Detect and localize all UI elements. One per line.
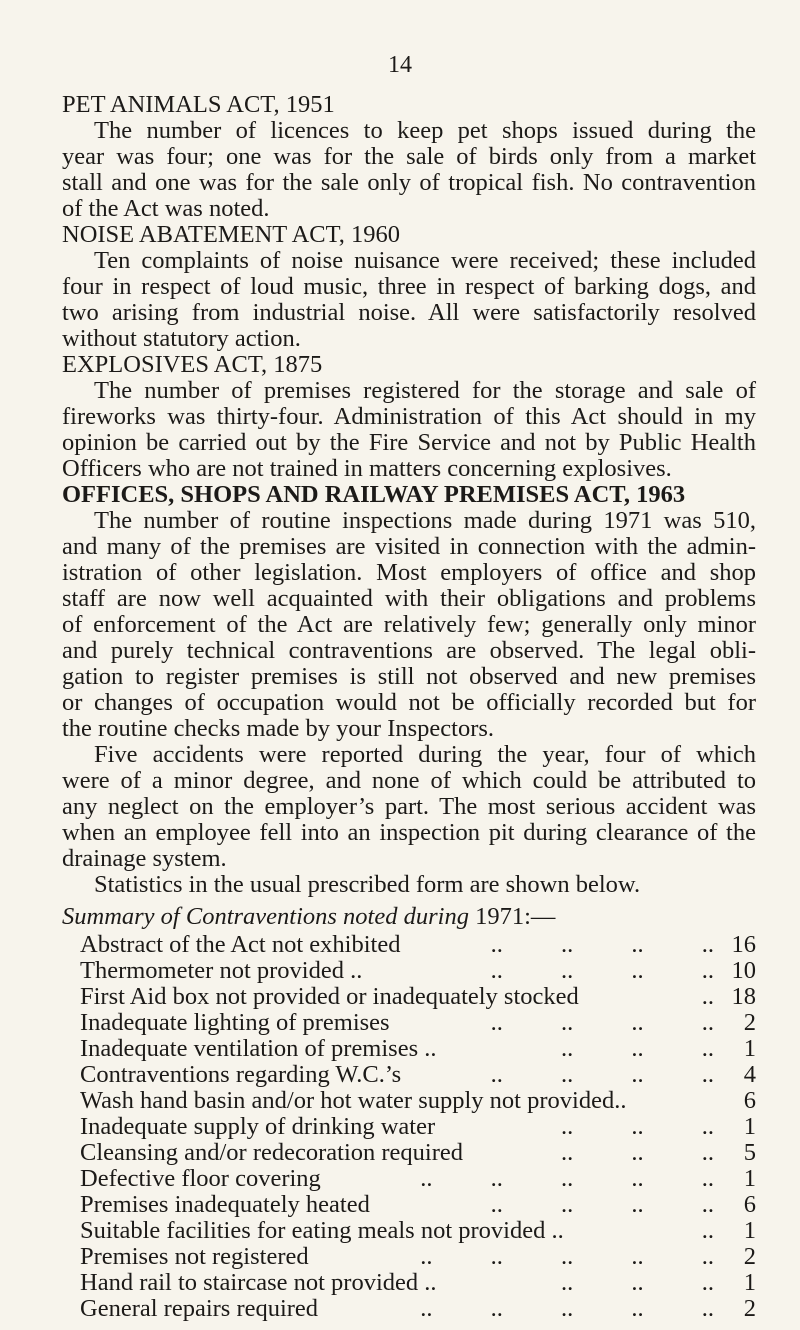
row-count: 4 — [743, 1061, 756, 1088]
row-count: 1 — [743, 1269, 756, 1296]
page-number: 14 — [388, 52, 412, 78]
row-leader: .. .. .. .. — [490, 1192, 714, 1218]
paragraph-line: year was four; one was for the sale of birds only from a market — [62, 143, 756, 170]
table-row — [80, 1062, 756, 1088]
paragraph-line: gation to register premises is still not observed and new premises — [62, 663, 756, 690]
paragraph — [62, 872, 756, 898]
row-count: 6 — [743, 1087, 756, 1114]
row-label: Inadequate supply of drinking water — [80, 1113, 436, 1140]
table-row — [80, 1244, 756, 1270]
paragraph — [62, 248, 756, 352]
paragraph-line: Ten complaints of noise nuisance were received; these included — [94, 247, 756, 274]
row-leader: .. .. .. .. .. — [420, 1166, 714, 1192]
paragraph — [62, 118, 756, 222]
table-row — [80, 1218, 756, 1244]
row-label: Contraventions regarding W.C.’s — [80, 1061, 402, 1088]
table-row — [80, 1166, 756, 1192]
row-count: 1 — [743, 1035, 756, 1062]
row-count: 1 — [743, 1113, 756, 1140]
table-row — [80, 1036, 756, 1062]
paragraph — [62, 378, 756, 482]
paragraph-line: Statistics in the usual prescribed form are shown below. — [94, 871, 641, 898]
row-count: 2 — [743, 1295, 756, 1322]
row-count: 6 — [743, 1191, 756, 1218]
paragraph-line: four in respect of loud music, three in respect of barking dogs, and — [62, 273, 756, 300]
row-label: Thermometer not provided .. — [80, 957, 363, 984]
row-label: First Aid box not provided or inadequately stocked — [80, 983, 579, 1010]
row-leader: .. .. .. — [561, 1036, 714, 1062]
row-count: 10 — [731, 957, 756, 984]
table-row — [80, 958, 756, 984]
section-heading: OFFICES, SHOPS AND RAILWAY PREMISES ACT, 1963 — [62, 481, 686, 508]
row-label: General repairs required — [80, 1295, 319, 1322]
paragraph — [62, 508, 756, 742]
row-leader: .. .. .. .. — [490, 1062, 714, 1088]
table-row — [80, 1114, 756, 1140]
document-body — [62, 92, 756, 1322]
row-leader: .. .. .. .. .. — [420, 1244, 714, 1270]
paragraph-line: or changes of occupation would not be officially recorded but for — [62, 689, 756, 716]
row-label: Cleansing and/or redecoration required — [80, 1139, 464, 1166]
row-label: Inadequate lighting of premises — [80, 1009, 390, 1036]
row-count: 5 — [743, 1139, 756, 1166]
row-label: Inadequate ventilation of premises .. — [80, 1035, 437, 1062]
paragraph-line: two arising from industrial noise. All were satisfactorily resolved — [62, 299, 756, 326]
paragraph-line: fireworks was thirty-four. Administration of this Act should in my — [62, 403, 756, 430]
paragraph-line: istration of other legislation. Most employers of office and shop — [62, 559, 756, 586]
row-count: 2 — [743, 1009, 756, 1036]
table-row — [80, 932, 756, 958]
row-label: Suitable facilities for eating meals not provided .. — [80, 1217, 564, 1244]
row-leader: .. .. .. .. .. — [420, 1296, 714, 1322]
section-heading: EXPLOSIVES ACT, 1875 — [62, 351, 323, 378]
row-count: 18 — [731, 983, 756, 1010]
paragraph-line: Five accidents were reported during the year, four of which — [94, 741, 756, 768]
row-leader: .. .. .. — [561, 1140, 714, 1166]
paragraph-line: when an employee fell into an inspection pit during clearance of the — [62, 819, 756, 846]
table-row — [80, 1140, 756, 1166]
paragraph-line: and many of the premises are visited in connection with the admin- — [62, 533, 756, 560]
sections — [62, 92, 756, 898]
paragraph-line: drainage system. — [62, 845, 227, 872]
summary-heading-italic: Summary of Contraventions noted during — [62, 903, 469, 930]
row-leader: .. .. .. — [561, 1114, 714, 1140]
summary-heading-year: 1971:— — [468, 903, 556, 930]
row-label: Wash hand basin and/or hot water supply not provided.. — [80, 1087, 627, 1114]
row-leader: .. .. .. .. — [490, 1010, 714, 1036]
paragraph-line: any neglect on the employer’s part. The most serious accident was — [62, 793, 756, 820]
row-leader: .. — [701, 1218, 714, 1244]
paragraph-line: without statutory action. — [62, 325, 301, 352]
section-heading: NOISE ABATEMENT ACT, 1960 — [62, 221, 401, 248]
paragraph-line: opinion be carried out by the Fire Service and not by Public Health — [62, 429, 756, 456]
row-leader: .. — [701, 984, 714, 1010]
contraventions-table — [62, 932, 756, 1322]
paragraph-line: The number of licences to keep pet shops issued during the — [94, 117, 756, 144]
row-label: Hand rail to staircase not provided .. — [80, 1269, 437, 1296]
row-leader: .. .. .. .. — [490, 932, 714, 958]
paragraph-line: stall and one was for the sale only of tropical fish. No contravention — [62, 169, 756, 196]
table-row — [80, 1270, 756, 1296]
row-count: 2 — [743, 1243, 756, 1270]
row-leader: .. .. .. .. — [490, 958, 714, 984]
row-label: Abstract of the Act not exhibited — [80, 931, 401, 958]
row-count: 1 — [743, 1217, 756, 1244]
row-label: Premises inadequately heated — [80, 1191, 370, 1218]
paragraph-line: The number of premises registered for the storage and sale of — [94, 377, 756, 404]
paragraph-line: staff are now well acquainted with their obligations and problems — [62, 585, 756, 612]
table-row — [80, 984, 756, 1010]
paragraph-line: of enforcement of the Act are relatively few; generally only minor — [62, 611, 756, 638]
table-row — [80, 1296, 756, 1322]
row-count: 16 — [731, 931, 756, 958]
row-count: 1 — [743, 1165, 756, 1192]
paragraph-line: and purely technical contraventions are observed. The legal obli- — [62, 637, 756, 664]
section-heading: PET ANIMALS ACT, 1951 — [62, 91, 335, 118]
row-label: Defective floor covering — [80, 1165, 321, 1192]
table-row — [80, 1192, 756, 1218]
paragraph — [62, 742, 756, 872]
paragraph-line: The number of routine inspections made during 1971 was 510, — [94, 507, 756, 534]
table-row — [80, 1010, 756, 1036]
row-leader: .. .. .. — [561, 1270, 714, 1296]
summary-heading — [62, 904, 756, 930]
row-label: Premises not registered — [80, 1243, 309, 1270]
paragraph-line: Officers who are not trained in matters concerning explosives. — [62, 455, 672, 482]
table-row — [80, 1088, 756, 1114]
paragraph-line: the routine checks made by your Inspectors. — [62, 715, 495, 742]
paragraph-line: of the Act was noted. — [62, 195, 270, 222]
paragraph-line: were of a minor degree, and none of which could be attributed to — [62, 767, 756, 794]
